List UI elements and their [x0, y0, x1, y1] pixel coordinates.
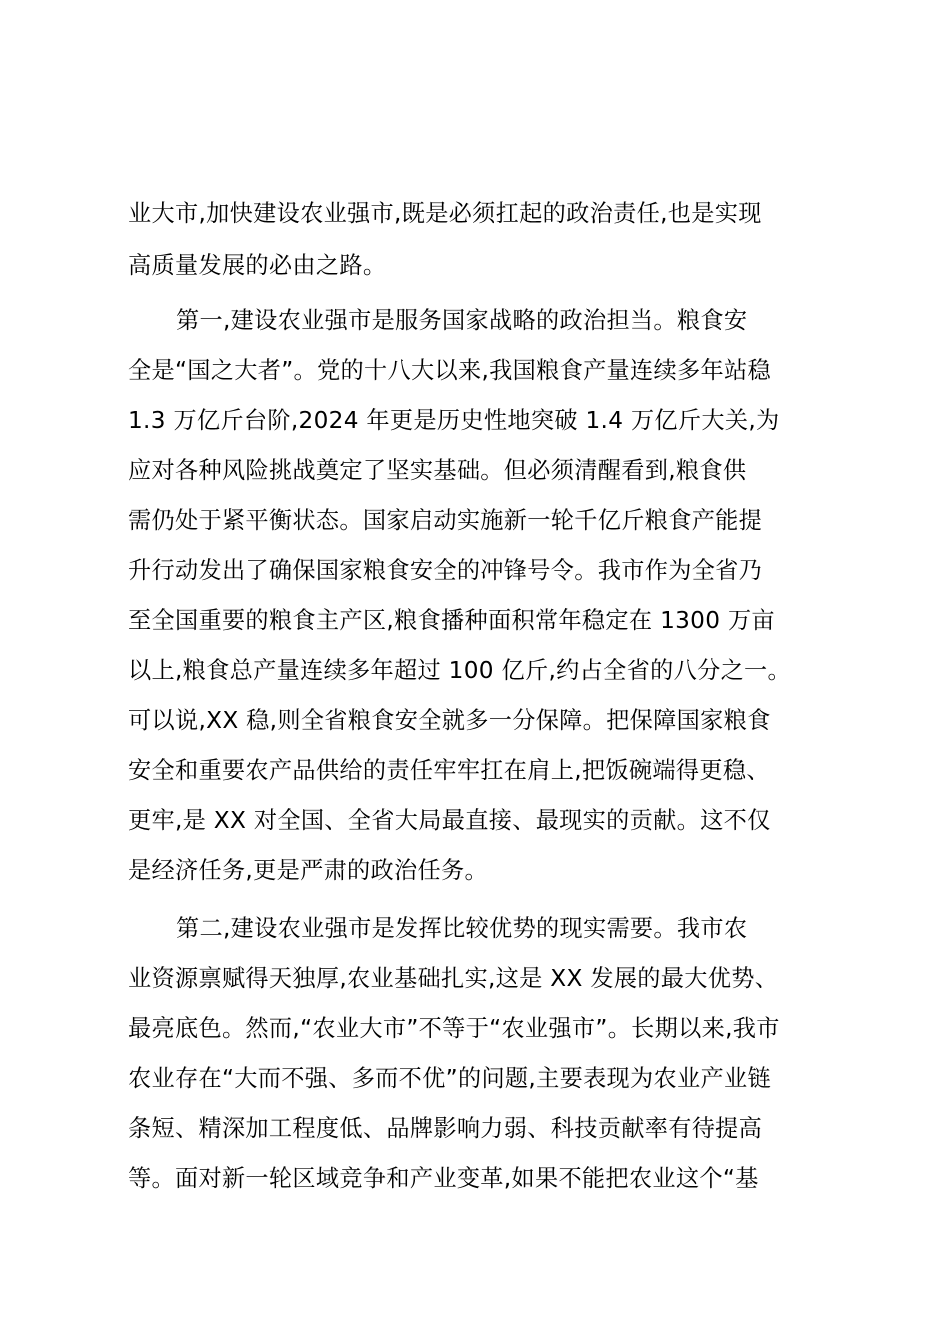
paragraph-1-first-line: 第一,建设农业强市是服务国家战略的政治担当。粮食安: [176, 307, 748, 334]
text-line: 条短、精深加工程度低、品牌影响力弱、科技贡献率有待提高: [128, 1115, 763, 1142]
text-line: 全是“国之大者”。党的十八大以来,我国粮食产量连续多年站稳: [128, 357, 771, 384]
text-line: 农业存在“大而不强、多而不优”的问题,主要表现为农业产业链: [128, 1065, 771, 1092]
text-line: 应对各种风险挑战奠定了坚实基础。但必须清醒看到,粮食供: [128, 457, 747, 484]
text-line: 高质量发展的必由之路。: [128, 252, 387, 279]
text-line: 安全和重要农产品供给的责任牢牢扛在肩上,把饭碗端得更稳、: [128, 757, 770, 784]
text-line: 升行动发出了确保国家粮食安全的冲锋号令。我市作为全省乃: [128, 557, 763, 584]
text-line: 最亮底色。然而,“农业大市”不等于“农业强市”。长期以来,我市: [128, 1015, 780, 1042]
text-line: 至全国重要的粮食主产区,粮食播种面积常年稳定在 1300 万亩: [128, 607, 775, 634]
text-line: 可以说,XX 稳,则全省粮食安全就多一分保障。把保障国家粮食: [128, 707, 771, 734]
text-line: 更牢,是 XX 对全国、全省大局最直接、最现实的贡献。这不仅: [128, 807, 771, 834]
text-line: 以上,粮食总产量连续多年超过 100 亿斤,约占全省的八分之一。: [128, 657, 792, 684]
text-line: 需仍处于紧平衡状态。国家启动实施新一轮千亿斤粮食产能提: [128, 507, 763, 534]
text-line: 等。面对新一轮区域竞争和产业变革,如果不能把农业这个“基: [128, 1165, 759, 1192]
text-line: 1.3 万亿斤台阶,2024 年更是历史性地突破 1.4 万亿斤大关,为: [128, 407, 780, 434]
text-line: 是经济任务,更是严肃的政治任务。: [128, 857, 488, 884]
paragraph-2-first-line: 第二,建设农业强市是发挥比较优势的现实需要。我市农: [176, 915, 748, 942]
text-line: 业资源禀赋得天独厚,农业基础扎实,这是 XX 发展的最大优势、: [128, 965, 779, 992]
text-line: 业大市,加快建设农业强市,既是必须扛起的政治责任,也是实现: [128, 200, 762, 227]
